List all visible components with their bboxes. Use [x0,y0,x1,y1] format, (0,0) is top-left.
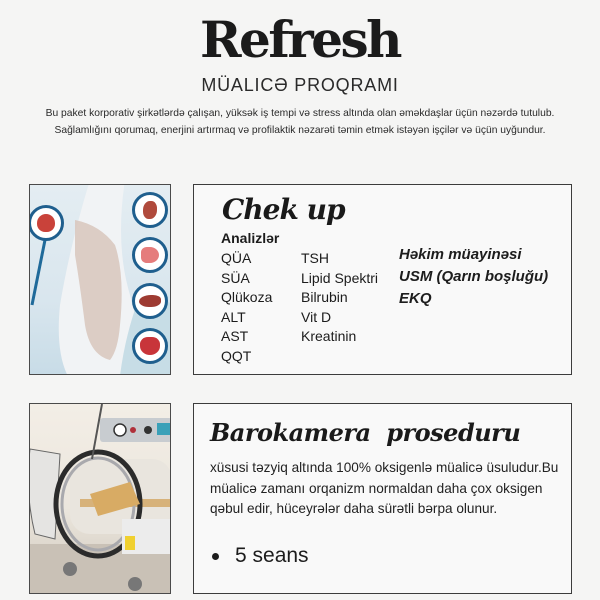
analysis-item: Vit D [301,308,332,325]
barokamera-card [193,403,572,594]
hyperbaric-chamber-illustration [30,404,171,594]
extra-services [399,244,548,310]
bullet-dot-icon [212,553,219,560]
checkup-image [29,184,171,375]
session-count: 5 seans [235,544,309,567]
lungs-icon [132,328,168,364]
checkup-card [193,184,572,375]
extra-service-item: USM (Qarın boşluğu) [399,268,549,285]
barokamera-description: xüsusi təzyiq altında 100% oksigenlə müalicə üsuludur.Bu müalicə zamanı orqanizm normaldan daha çox oksigen qəbul edir, hüceyrələr daha sürətli bərpa olunur. [210,460,559,516]
analysis-item: SÜA [221,269,250,286]
analysis-item: Lipid Spektri [301,269,379,286]
extra-service-item: Həkim müayinəsi [399,246,522,263]
analyses-list-col2 [301,249,378,347]
intro-line-1: Bu paket korporativ şirkətlərdə çalışan, yüksək iş tempi və stress altında olan əməkdaşlar üçün nəzərdə tutulub. [45,108,555,119]
analysis-item: QQT [221,347,252,364]
analysis-item: Bilrubin [301,289,348,305]
extra-service-item: EKQ [399,290,432,307]
barokamera-image [29,403,171,594]
analysis-item: Qlükoza [221,289,273,305]
analysis-item: AST [221,328,249,344]
analysis-item: ALT [221,308,246,325]
checkup-heading: Chek up [222,193,345,226]
analyses-label: Analizlər [221,230,280,246]
analysis-item: Kreatinin [301,328,357,344]
page-title: Refresh [199,10,401,69]
liver-icon [132,283,168,319]
session-count-bullet [210,544,309,568]
intro-text [20,105,580,139]
kidney-icon [132,192,168,228]
analyses-list-col1 [221,249,272,366]
intro-line-2: Sağlamlığını qorumaq, enerjini artırmaq və profilaktik nəzarəti təmin etmək istəyən işçilər və üçün uyğundur. [54,125,546,136]
barokamera-heading: Barokamera proseduru [210,418,521,447]
heart-icon [29,205,64,241]
analysis-item: QÜA [221,250,252,266]
stomach-icon [132,237,168,273]
page-subtitle: MÜALICƏ PROQRAMI [201,75,399,95]
analysis-item: TSH [301,250,329,266]
